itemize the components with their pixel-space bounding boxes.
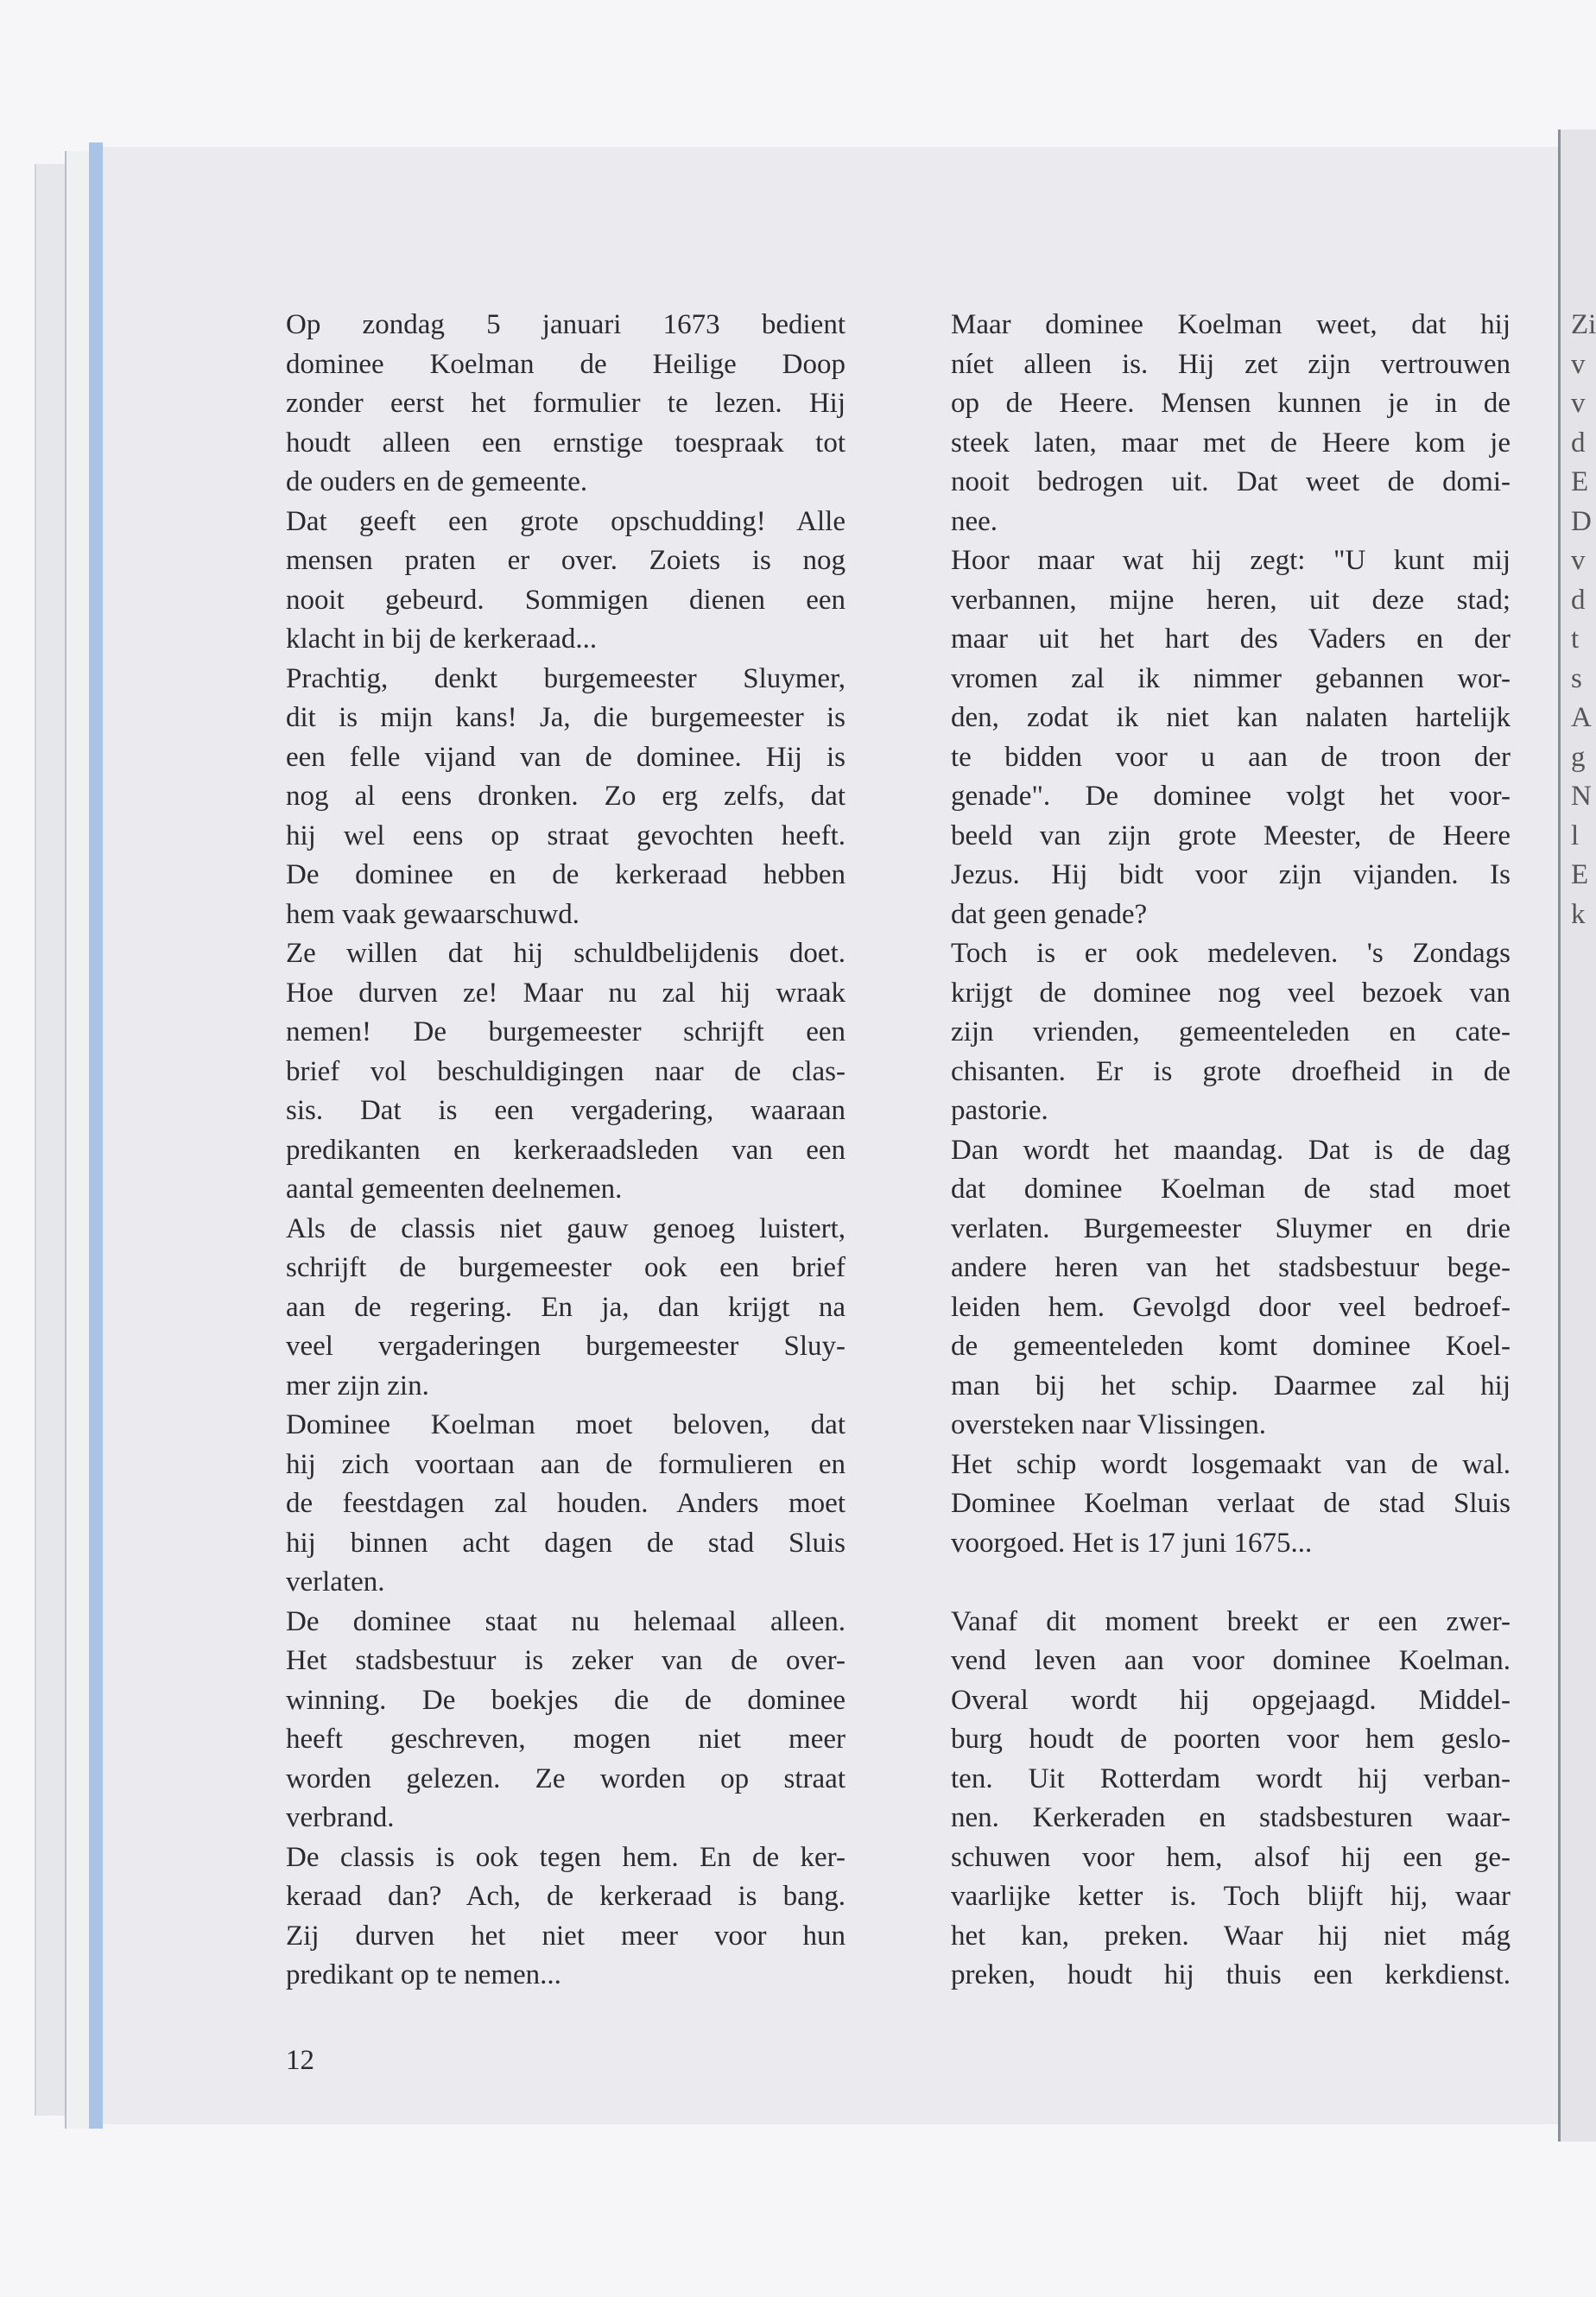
facing-page-text-fragment: E	[1571, 466, 1589, 497]
facing-page-text-fragment: t	[1571, 623, 1580, 655]
text-line: verlaten. Burgemeester Sluymer en drie	[951, 1212, 1510, 1244]
blue-page-edge	[89, 142, 103, 2129]
facing-page-text-fragment: k	[1571, 898, 1586, 930]
text-line: hij wel eens op straat gevochten heeft.	[286, 819, 846, 851]
text-line: de ouders en de gemeente.	[286, 466, 588, 497]
text-line: hij zich voortaan aan de formulieren en	[286, 1448, 846, 1480]
facing-page-text-fragment: d	[1571, 584, 1586, 616]
text-line: mer zijn zin.	[286, 1370, 429, 1402]
text-line: dominee Koelman de Heilige Doop	[286, 348, 846, 380]
right-text-column	[951, 306, 1510, 1996]
text-line: dit is mijn kans! Ja, die burgemeester is	[286, 702, 846, 733]
text-line: op de Heere. Mensen kunnen je in de	[951, 388, 1510, 419]
text-line: Hoor maar wat hij zegt: "U kunt mij	[951, 545, 1510, 576]
facing-page-text-fragment: v	[1571, 348, 1586, 380]
facing-page-text-fragment: A	[1571, 702, 1592, 733]
text-line: veel vergaderingen burgemeester Sluy-	[286, 1331, 846, 1362]
facing-page-text-fragment: E	[1571, 859, 1589, 890]
text-line: winning. De boekjes die de dominee	[286, 1684, 846, 1716]
text-line: verbannen, mijne heren, uit deze stad;	[951, 584, 1510, 616]
page-number: 12	[286, 2045, 314, 2076]
text-line: Dominee Koelman verlaat de stad Sluis	[951, 1488, 1510, 1519]
facing-page-text-fragment: v	[1571, 388, 1586, 419]
text-line: hem vaak gewaarschuwd.	[286, 898, 580, 930]
text-line: oversteken naar Vlissingen.	[951, 1409, 1267, 1440]
facing-page-text-fragment: D	[1571, 505, 1592, 537]
text-line: Toch is er ook medeleven. 's Zondags	[951, 938, 1510, 969]
facing-page-text-fragment: Zi	[1571, 309, 1596, 340]
text-line: houdt alleen een ernstige toespraak tot	[286, 427, 846, 459]
text-line: De classis is ook tegen hem. En de ker-	[286, 1841, 846, 1873]
text-line: worden gelezen. Ze worden op straat	[286, 1762, 846, 1794]
text-line: Dan wordt het maandag. Dat is de dag	[951, 1134, 1510, 1166]
text-line: predikant op te nemen...	[286, 1959, 561, 1990]
text-line: beeld van zijn grote Meester, de Heere	[951, 819, 1510, 851]
facing-page-text-fragment: N	[1571, 781, 1592, 812]
text-line: krijgt de dominee nog veel bezoek van	[951, 977, 1510, 1009]
text-line: Jezus. Hij bidt voor zijn vijanden. Is	[951, 859, 1510, 890]
text-line: man bij het schip. Daarmee zal hij	[951, 1370, 1510, 1402]
text-line: predikanten en kerkeraadsleden van een	[286, 1134, 846, 1166]
text-line: maar uit het hart des Vaders en der	[951, 623, 1510, 655]
text-line	[951, 1563, 1510, 1603]
text-line: genade". De dominee volgt het voor-	[951, 781, 1510, 812]
text-line: schuwen voor hem, alsof hij een ge-	[951, 1841, 1510, 1873]
text-line: leiden hem. Gevolgd door veel bedroef-	[951, 1291, 1510, 1323]
text-line: nee.	[951, 505, 998, 537]
text-line: burg houdt de poorten voor hem geslo-	[951, 1724, 1510, 1755]
text-line: verlaten.	[286, 1566, 385, 1598]
text-line: den, zodat ik niet kan nalaten hartelijk	[951, 702, 1510, 733]
text-line: zijn vrienden, gemeenteleden en cate-	[951, 1016, 1510, 1047]
text-line: De dominee staat nu helemaal alleen.	[286, 1605, 846, 1637]
left-text-column	[286, 306, 846, 1996]
text-line: andere heren van het stadsbestuur bege-	[951, 1252, 1510, 1283]
text-line: vaarlijke ketter is. Toch blijft hij, waar	[951, 1881, 1510, 1912]
text-line: nooit bedrogen uit. Dat weet de domi-	[951, 466, 1510, 497]
text-line: te bidden voor u aan de troon der	[951, 741, 1510, 773]
text-line: nooit gebeurd. Sommigen dienen een	[286, 584, 846, 616]
text-line: ten. Uit Rotterdam wordt hij verban-	[951, 1762, 1510, 1794]
text-line: preken, houdt hij thuis een kerkdienst.	[951, 1959, 1510, 1990]
text-line: vend leven aan voor dominee Koelman.	[951, 1645, 1510, 1676]
facing-page-text-fragment: d	[1571, 427, 1586, 459]
text-line: de feestdagen zal houden. Anders moet	[286, 1488, 846, 1519]
text-line: De dominee en de kerkeraad hebben	[286, 859, 846, 890]
text-line: Dominee Koelman moet beloven, dat	[286, 1409, 846, 1440]
facing-page-text-fragment: s	[1571, 662, 1582, 694]
text-line: aan de regering. En ja, dan krijgt na	[286, 1291, 846, 1323]
facing-page-edge	[1558, 130, 1596, 2142]
text-line: brief vol beschuldigingen naar de clas-	[286, 1055, 846, 1087]
facing-page-text-fragment: g	[1571, 741, 1586, 773]
text-line: Vanaf dit moment breekt er een zwer-	[951, 1605, 1510, 1637]
text-line: zonder eerst het formulier te lezen. Hij	[286, 388, 846, 419]
text-line: voorgoed. Het is 17 juni 1675...	[951, 1527, 1313, 1559]
text-line: Als de classis niet gauw genoeg luistert,	[286, 1212, 846, 1244]
text-line: keraad dan? Ach, de kerkeraad is bang.	[286, 1881, 846, 1912]
text-line: verbrand.	[286, 1802, 395, 1833]
text-line: dat geen genade?	[951, 898, 1148, 930]
text-line: hij binnen acht dagen de stad Sluis	[286, 1527, 846, 1559]
text-line: Ze willen dat hij schuldbelijdenis doet.	[286, 938, 846, 969]
text-line: steek laten, maar met de Heere kom je	[951, 427, 1510, 459]
text-line: dat dominee Koelman de stad moet	[951, 1174, 1510, 1205]
facing-page-text-fragment: v	[1571, 545, 1586, 576]
text-line: een felle vijand van de dominee. Hij is	[286, 741, 846, 773]
text-line: de gemeenteleden komt dominee Koel-	[951, 1331, 1510, 1362]
text-line: nen. Kerkeraden en stadsbesturen waar-	[951, 1802, 1510, 1833]
text-line: schrijft de burgemeester ook een brief	[286, 1252, 846, 1283]
text-line: Maar dominee Koelman weet, dat hij	[951, 309, 1510, 340]
text-line: pastorie.	[951, 1095, 1048, 1126]
text-line: het kan, preken. Waar hij niet mág	[951, 1920, 1510, 1952]
text-line: Prachtig, denkt burgemeester Sluymer,	[286, 662, 846, 694]
facing-page-text-fragment: l	[1571, 819, 1580, 851]
text-line: chisanten. Er is grote droefheid in de	[951, 1055, 1510, 1087]
text-line: mensen praten er over. Zoiets is nog	[286, 545, 846, 576]
text-line: nemen! De burgemeester schrijft een	[286, 1016, 846, 1047]
text-line: sis. Dat is een vergadering, waaraan	[286, 1095, 846, 1126]
text-line: Dat geeft een grote opschudding! Alle	[286, 505, 846, 537]
text-line: aantal gemeenten deelnemen.	[286, 1174, 623, 1205]
text-line: vromen zal ik nimmer gebannen wor-	[951, 662, 1510, 694]
text-line: Zij durven het niet meer voor hun	[286, 1920, 846, 1952]
text-line: Overal wordt hij opgejaagd. Middel-	[951, 1684, 1510, 1716]
text-line: níet alleen is. Hij zet zijn vertrouwen	[951, 348, 1510, 380]
text-line: nog al eens dronken. Zo erg zelfs, dat	[286, 781, 846, 812]
text-line: klacht in bij de kerkeraad...	[286, 623, 598, 655]
text-line: Op zondag 5 januari 1673 bedient	[286, 309, 846, 340]
text-line: Het schip wordt losgemaakt van de wal.	[951, 1448, 1510, 1480]
text-line: Hoe durven ze! Maar nu zal hij wraak	[286, 977, 846, 1009]
text-line: Het stadsbestuur is zeker van de over-	[286, 1645, 846, 1676]
text-line: heeft geschreven, mogen niet meer	[286, 1724, 846, 1755]
